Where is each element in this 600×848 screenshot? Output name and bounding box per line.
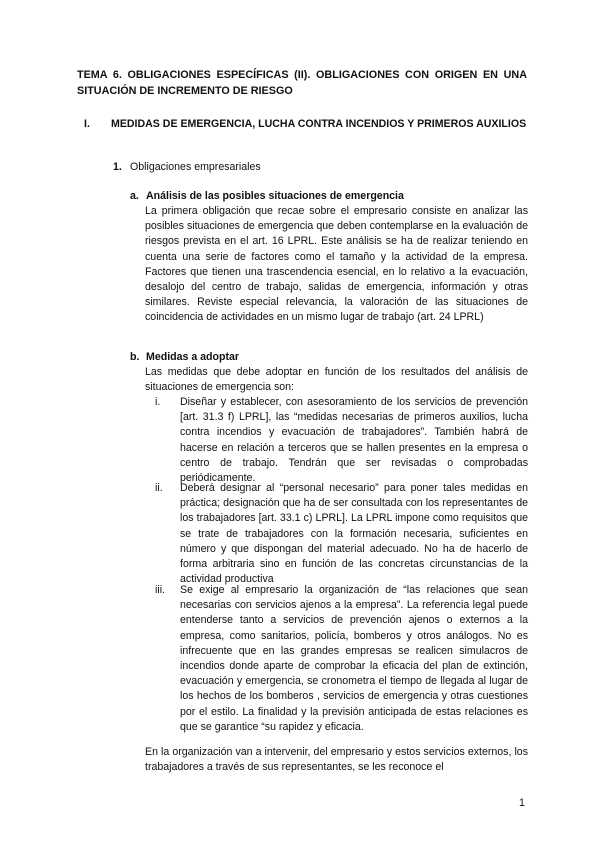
closing-paragraph: En la organización van a intervenir, del empresario y estos servicios externos, los trabajadores a través de sus representantes, se les reconoce el	[145, 746, 528, 774]
subsection-a-heading: Análisis de las posibles situaciones de emergencia	[146, 190, 404, 202]
list-item-numeral: i.	[155, 396, 161, 408]
subsection-a-paragraph: La primera obligación que recae sobre el empresario consiste en analizar las posibles situaciones de emergencia que deben contemplarse en la evaluación de riesgos prevista en el art. 16 LPRL. Este análisis se ha de realizar teniendo en cuenta una serie de factores como el tamaño y la actividad de la empresa. Factores que tienen una trascendencia esencial, en lo relativo a la evacuación, desalojo del centro de trabajo, salidas de emergencia, información y otras similares. Reviste especial relevancia, la valoración de las situaciones de coincidencia de actividades en un mismo lugar de trabajo (art. 24 LPRL)	[145, 205, 528, 324]
subsection-1-heading: Obligaciones empresariales	[130, 161, 261, 173]
subsection-1-number: 1.	[113, 161, 122, 173]
list-item-text: Deberá designar al “personal necesario” para poner tales medidas en práctica; designación que ha de ser consultada con los representantes de los trabajadores [art. 33.1 c) LPRL]. La LPRL impone como requisitos que se trate de trabajadores con la formación necesaria, suficientes en número y que dispongan del material adecuado. No ha de hacerlo de forma arbitraria sino en función de las concretas circunstancias de la actividad productiva	[180, 482, 528, 586]
page-number: 1	[519, 797, 525, 809]
subsection-a-letter: a.	[130, 190, 139, 202]
list-item-numeral: ii.	[155, 482, 163, 494]
subsection-1	[113, 160, 261, 175]
subsection-b-heading: Medidas a adoptar	[146, 351, 240, 363]
subsection-b-letter: b.	[130, 351, 140, 363]
section-i-number: I.	[84, 118, 90, 130]
document-title: TEMA 6. OBLIGACIONES ESPECÍFICAS (II). OBLIGACIONES CON ORIGEN EN UNA SITUACIÓN DE INCREMENTO DE RIESGO	[77, 69, 527, 97]
subsection-a-heading-row	[130, 189, 528, 204]
list-item-numeral: iii.	[155, 584, 166, 596]
list-item-text: Diseñar y establecer, con asesoramiento de los servicios de prevención [art. 31.3 f) LPRL], las “medidas necesarias de primeros auxilios, lucha contra incendios y evacuación de trabajadores”. También habrá de hacerse en relación a terceros que se hallen presentes en la empresa o centro de trabajo. Tendrán que ser revisadas o comprobadas periódicamente.	[180, 396, 528, 485]
section-i-heading: MEDIDAS DE EMERGENCIA, LUCHA CONTRA INCENDIOS Y PRIMEROS AUXILIOS	[111, 118, 527, 130]
list-item-text: Se exige al empresario la organización de “las relaciones que sean necesarias con servicios ajenos a la empresa”. La referencia legal puede entenderse tanto a servicios de prevención ajenos o externos a la empresa, como sanitarios, policía, bomberos y otros análogos. No es infrecuente que en las grandes empresas se realicen simulacros de incendios donde aparte de comprobar la eficacia del plan de extinción, evacuación y emergencia, se cronometra el tiempo de llegada al lugar de los hechos de los bomberos , servicios de emergencia y otras cuestiones por el estilo. La finalidad y la previsión anticipada de estas relaciones es que se garantice “su rapidez y eficacia.	[180, 584, 528, 733]
subsection-b-heading-row	[130, 350, 528, 365]
subsection-b-intro: Las medidas que debe adoptar en función de los resultados del análisis de situaciones de emergencia son:	[145, 366, 528, 394]
